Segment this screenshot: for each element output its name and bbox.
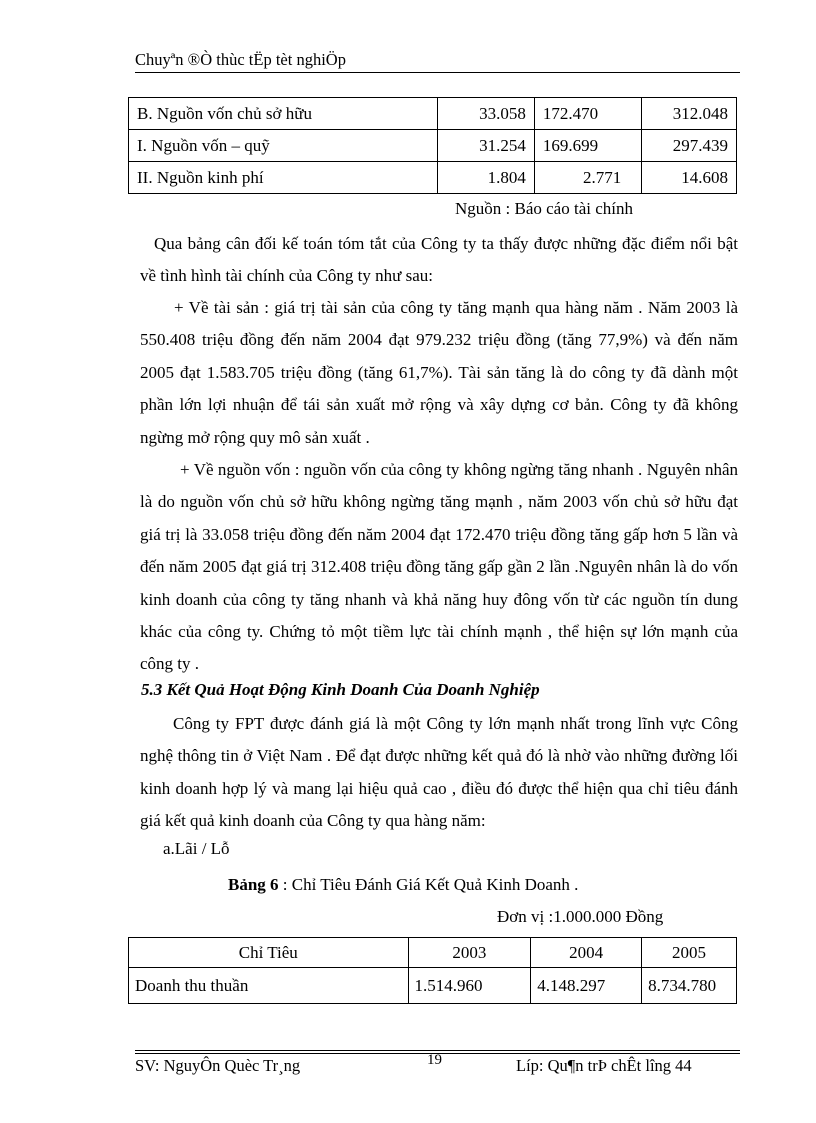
row-label: B. Nguồn vốn chủ sở hữu	[129, 98, 438, 130]
caption-text: : Chỉ Tiêu Đánh Giá Kết Quả Kinh Doanh .	[278, 875, 579, 894]
table-source-note: Nguồn : Báo cáo tài chính	[455, 199, 633, 218]
table-header-row	[129, 938, 737, 968]
caption-bold: Bảng 6	[228, 875, 279, 894]
table-row	[129, 98, 737, 130]
business-results-table	[128, 937, 737, 1004]
value-2003: 1.804	[438, 162, 535, 194]
paragraph-assets: + Về tài sản : giá trị tài sản của công ty tăng mạnh qua hàng năm . Năm 2003 là 550.408 triệu đồng đến năm 2004 đạt 979.232 triệu đồng (tăng 77,9%) và đến năm 2005 đạt 1.583.705 triệu đồng (tăng 61,7%). Tài sản tăng là do công ty đã dành một phần lớn lợi nhuận để tái sản xuất mở rộng và xây dựng cơ bản. Công ty đã không ngừng mở rộng quy mô sản xuất .	[140, 298, 738, 447]
table-caption	[228, 875, 578, 895]
page-number: 19	[427, 1052, 442, 1068]
paragraph-intro: Qua bảng cân đối kế toán tóm tắt của Công ty ta thấy được những đặc điểm nổi bật về tình hình tài chính của Công ty như sau:	[140, 234, 738, 286]
table-row	[129, 162, 737, 194]
subsection-label: a.Lãi / Lỗ	[163, 839, 230, 858]
row-label: Doanh thu thuần	[129, 968, 409, 1004]
table-row	[129, 968, 737, 1004]
value-2005: 297.439	[642, 130, 737, 162]
table-row	[129, 130, 737, 162]
capital-table	[128, 97, 737, 194]
column-header: 2004	[531, 938, 642, 968]
footer-class: Líp: Qu¶n trÞ chÊt lîng 44	[516, 1056, 692, 1075]
value-2004: 4.148.297	[531, 968, 642, 1004]
value-2005: 8.734.780	[642, 968, 737, 1004]
footer-student: SV: NguyÔn Quèc Tr¸ng	[135, 1056, 301, 1075]
value-2003: 33.058	[438, 98, 535, 130]
column-header: 2003	[408, 938, 531, 968]
paragraph-business-results: Công ty FPT được đánh giá là một Công ty lớn mạnh nhất trong lĩnh vực Công nghệ thông tin ở Việt Nam . Để đạt được những kết quả đó là nhờ vào những đường lối kinh doanh hợp lý và mang lại hiệu quả cao , điều đó được thể hiện qua chỉ tiêu đánh giá kết quả kinh doanh của Công ty qua hàng năm:	[140, 714, 738, 831]
unit-note: Đơn vị :1.000.000 Đồng	[497, 907, 664, 926]
footer-rule	[135, 1050, 740, 1051]
value-2004: 2.771	[534, 162, 641, 194]
value-2003: 1.514.960	[408, 968, 531, 1004]
value-2004: 169.699	[534, 130, 641, 162]
value-2004: 172.470	[534, 98, 641, 130]
column-header: 2005	[642, 938, 737, 968]
value-2003: 31.254	[438, 130, 535, 162]
paragraph-capital: + Về nguồn vốn : nguồn vốn của công ty không ngừng tăng nhanh . Nguyên nhân là do nguồn vốn chủ sở hữu không ngừng tăng mạnh , năm 2003 vốn chủ sở hữu đạt giá trị là 33.058 triệu đồng đến năm 2004 đạt 172.470 triệu đồng tăng gấp hơn 5 lần và đến năm 2005 đạt giá trị 312.408 triệu đồng tăng gấp gần 2 lần .Nguyên nhân là do vốn kinh doanh của công ty tăng nhanh và khả năng huy đông vốn từ các nguồn tín dung khác của công ty. Chứng tỏ một tiềm lực tài chính mạnh , thể hiện sự lớn mạnh của công ty .	[140, 460, 738, 674]
header-rule	[135, 72, 740, 73]
row-label: I. Nguồn vốn – quỹ	[129, 130, 438, 162]
page-header-title: Chuyªn ®Ò thùc tËp tèt nghiÖp	[135, 50, 346, 69]
value-2005: 312.048	[642, 98, 737, 130]
value-2005: 14.608	[642, 162, 737, 194]
column-header: Chỉ Tiêu	[129, 938, 409, 968]
section-heading: 5.3 Kết Quả Hoạt Động Kinh Doanh Của Doanh Nghiệp	[141, 680, 540, 699]
row-label: II. Nguồn kinh phí	[129, 162, 438, 194]
